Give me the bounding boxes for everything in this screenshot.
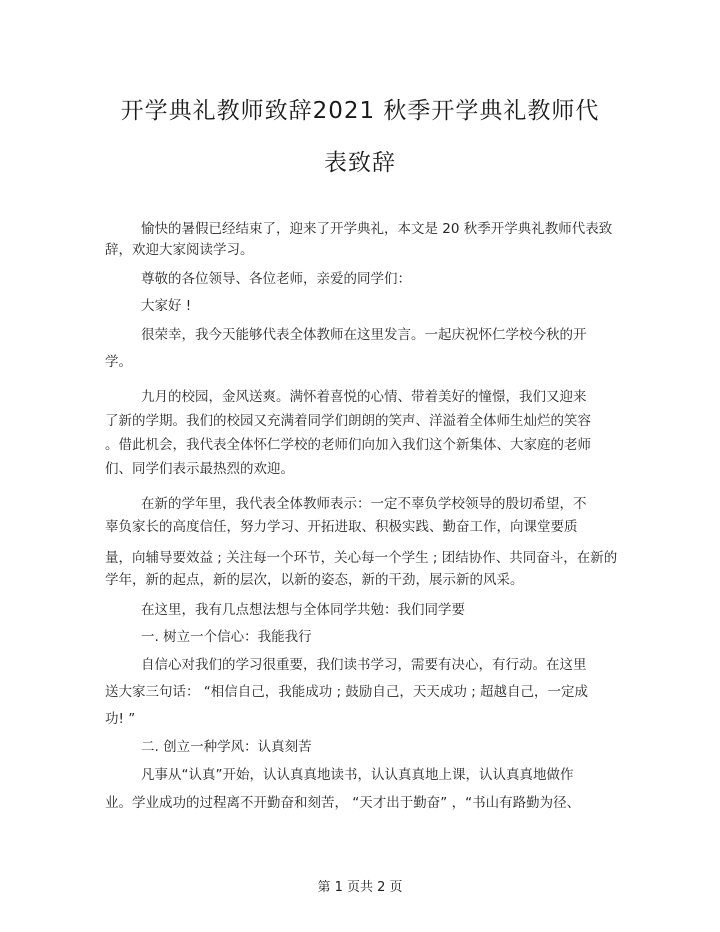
paragraph-line: 学。 — [105, 354, 132, 370]
paragraph-line: 学年，新的起点，新的层次，以新的姿态，新的干劲，展示新的风采。 — [105, 572, 524, 588]
paragraph-line: 在这里，我有几点想法想与全体同学共勉：我们同学要 — [141, 602, 465, 618]
section-heading: 一. 树立一个信心：我能我行 — [141, 629, 312, 645]
document-title-line-2: 表致辞 — [324, 150, 396, 176]
paragraph-line: 们、同学们表示最热烈的欢迎。 — [105, 461, 294, 477]
paragraph-line: 功! ” — [105, 711, 136, 727]
paragraph-line: 。借此机会，我代表全体怀仁学校的老师们向加入我们这个新集体、大家庭的老师 — [105, 437, 591, 453]
page-number-footer: 第 1 页共 2 页 — [317, 880, 403, 895]
paragraph-line: 大家好 ! — [141, 298, 192, 314]
paragraph-line: 凡事从“认真”开始，认认真真地读书，认认真真地上课，认认真真地做作 — [141, 767, 574, 783]
paragraph-line: 九月的校园，金风送爽。满怀着喜悦的心情、带着美好的憧憬，我们又迎来 — [141, 389, 587, 405]
paragraph-line: 在新的学年里，我代表全体教师表示：一定不辜负学校领导的殷切希望，不 — [141, 496, 587, 512]
paragraph-line: 送大家三句话： “相信自己，我能成功 ; 鼓励自己，天天成功 ; 超越自己，一定成 — [105, 684, 589, 700]
paragraph-line: 业。学业成功的过程离不开勤奋和刻苦， “天才出于勤奋” ，“书山有路勤为径、 — [105, 795, 581, 811]
paragraph-line: 自信心对我们的学习很重要，我们读书学习，需要有决心，有行动。在这里 — [141, 657, 587, 673]
paragraph-line: 辜负家长的高度信任，努力学习、开拓进取、积极实践、勤奋工作，向课堂要质 — [105, 519, 578, 535]
paragraph-line: 辞，欢迎大家阅读学习。 — [105, 242, 254, 258]
paragraph-line: 愉快的暑假已经结束了，迎来了开学典礼，本文是 20 秋季开学典礼教师代表致 — [141, 221, 613, 237]
paragraph-line: 了新的学期。我们的校园又充满着同学们朗朗的笑声、洋溢着全体师生灿烂的笑容 — [105, 413, 591, 429]
paragraph-line: 很荣幸，我今天能够代表全体教师在这里发言。一起庆祝怀仁学校今秋的开 — [141, 327, 587, 343]
paragraph-line: 尊敬的各位领导、各位老师，亲爱的同学们： — [141, 271, 411, 287]
section-heading: 二. 创立一种学风：认真刻苦 — [141, 739, 312, 755]
document-title-line-1: 开学典礼教师致辞2021 秋季开学典礼教师代 — [120, 98, 600, 124]
paragraph-line: 量，向辅导要效益 ; 关注每一个环节，关心每一个学生 ; 团结协作、共同奋斗，在新的 — [105, 550, 618, 566]
